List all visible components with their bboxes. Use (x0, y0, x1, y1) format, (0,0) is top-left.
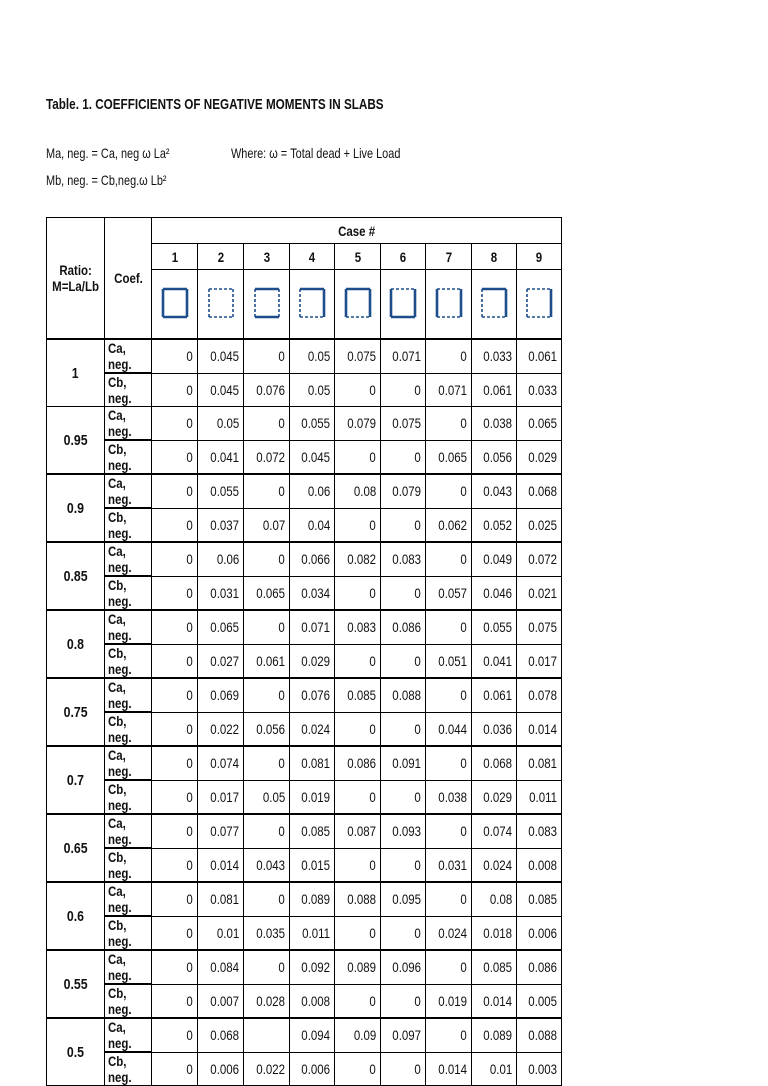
value-cell: 0.08 (335, 474, 381, 508)
value-cell: 0 (335, 373, 381, 407)
value-cell: 0 (152, 339, 198, 373)
table-row (47, 882, 562, 916)
value-cell: 0 (335, 644, 381, 678)
table-row (47, 984, 562, 1018)
value-cell: 0.049 (472, 542, 517, 576)
value-cell: 0.034 (290, 576, 335, 610)
value-cell: 0.045 (198, 339, 244, 373)
value-cell: 0 (426, 474, 472, 508)
value-cell: 0 (152, 882, 198, 916)
table-row (47, 848, 562, 882)
value-cell: 0.071 (426, 373, 472, 407)
value-cell: 0.084 (198, 950, 244, 984)
value-cell: 0.08 (472, 882, 517, 916)
value-cell: 0 (152, 644, 198, 678)
value-cell: 0.045 (290, 440, 335, 474)
value-cell: 0.003 (517, 1052, 562, 1086)
value-cell: 0.035 (244, 916, 290, 950)
value-cell: 0 (426, 746, 472, 780)
value-cell: 0.097 (381, 1018, 426, 1052)
value-cell: 0.061 (517, 339, 562, 373)
slab-edge-diagram-icon (206, 286, 236, 320)
value-cell: 0 (244, 950, 290, 984)
ratio-cell: 0.75 (47, 678, 105, 746)
value-cell: 0.061 (244, 644, 290, 678)
value-cell: 0.069 (198, 678, 244, 712)
value-cell: 0.086 (517, 950, 562, 984)
formula-mb: Mb, neg. = Cb,neg.ω Lb² (46, 172, 167, 188)
value-cell: 0.019 (290, 780, 335, 814)
value-cell: 0.089 (335, 950, 381, 984)
value-cell: 0 (426, 814, 472, 848)
value-cell: 0 (152, 984, 198, 1018)
value-cell: 0 (244, 407, 290, 441)
value-cell: 0 (152, 780, 198, 814)
value-cell: 0.06 (290, 474, 335, 508)
case-8-slab-diagram (472, 270, 517, 340)
value-cell: 0.085 (517, 882, 562, 916)
value-cell: 0.028 (244, 984, 290, 1018)
table-row (47, 916, 562, 950)
slab-edge-diagram-icon (252, 286, 282, 320)
value-cell: 0.095 (381, 882, 426, 916)
value-cell: 0 (152, 1018, 198, 1052)
value-cell: 0.088 (381, 678, 426, 712)
value-cell: 0 (152, 407, 198, 441)
table-row (47, 814, 562, 848)
value-cell: 0.029 (290, 644, 335, 678)
value-cell: 0 (381, 373, 426, 407)
value-cell: 0 (244, 678, 290, 712)
coef-label-cell: Cb, neg. (105, 916, 152, 950)
ratio-cell: 0.5 (47, 1018, 105, 1086)
ratio-cell: 0.7 (47, 746, 105, 814)
value-cell: 0.04 (290, 508, 335, 542)
coefficients-table (46, 217, 562, 1086)
value-cell: 0 (426, 407, 472, 441)
table-row (47, 610, 562, 644)
value-cell: 0 (335, 508, 381, 542)
formula-ma: Ma, neg. = Ca, neg ω La² (46, 145, 170, 161)
value-cell: 0.083 (517, 814, 562, 848)
value-cell: 0.076 (244, 373, 290, 407)
value-cell: 0.052 (472, 508, 517, 542)
case-number-5: 5 (335, 244, 381, 270)
value-cell: 0.081 (198, 882, 244, 916)
value-cell: 0 (152, 916, 198, 950)
value-cell: 0 (335, 440, 381, 474)
coef-label-cell: Ca, neg. (105, 882, 152, 916)
coef-label-cell: Cb, neg. (105, 780, 152, 814)
value-cell: 0.077 (198, 814, 244, 848)
coef-label-cell: Cb, neg. (105, 712, 152, 746)
value-cell: 0.093 (381, 814, 426, 848)
value-cell: 0 (152, 576, 198, 610)
value-cell: 0.085 (335, 678, 381, 712)
value-cell: 0 (244, 339, 290, 373)
value-cell: 0.056 (472, 440, 517, 474)
table-row (47, 780, 562, 814)
value-cell: 0.083 (335, 610, 381, 644)
table-row (47, 576, 562, 610)
value-cell: 0.091 (381, 746, 426, 780)
coef-label-cell: Ca, neg. (105, 950, 152, 984)
value-cell: 0 (426, 542, 472, 576)
value-cell: 0 (381, 712, 426, 746)
case-number-6: 6 (381, 244, 426, 270)
value-cell: 0.037 (198, 508, 244, 542)
ratio-cell: 0.95 (47, 407, 105, 475)
value-cell: 0 (335, 1052, 381, 1086)
value-cell: 0 (335, 916, 381, 950)
coef-label-cell: Cb, neg. (105, 984, 152, 1018)
value-cell: 0 (381, 1052, 426, 1086)
slab-edge-diagram-icon (479, 286, 509, 320)
coef-label-cell: Ca, neg. (105, 407, 152, 441)
coef-label-cell: Cb, neg. (105, 848, 152, 882)
value-cell: 0.038 (426, 780, 472, 814)
value-cell: 0 (381, 984, 426, 1018)
value-cell: 0 (381, 644, 426, 678)
value-cell: 0.085 (290, 814, 335, 848)
value-cell: 0.056 (244, 712, 290, 746)
value-cell: 0.081 (290, 746, 335, 780)
value-cell: 0.043 (244, 848, 290, 882)
value-cell: 0.021 (517, 576, 562, 610)
value-cell: 0.086 (335, 746, 381, 780)
value-cell: 0 (244, 610, 290, 644)
slab-edge-diagram-icon (160, 286, 190, 320)
value-cell: 0 (426, 1018, 472, 1052)
value-cell: 0 (381, 440, 426, 474)
table-row (47, 1052, 562, 1086)
table-row (47, 746, 562, 780)
value-cell: 0.088 (335, 882, 381, 916)
value-cell: 0.05 (244, 780, 290, 814)
value-cell: 0 (152, 542, 198, 576)
value-cell: 0 (335, 712, 381, 746)
case-1-slab-diagram (152, 270, 198, 340)
coef-label-cell: Cb, neg. (105, 644, 152, 678)
value-cell: 0.055 (290, 407, 335, 441)
value-cell: 0.044 (426, 712, 472, 746)
coef-label-cell: Ca, neg. (105, 678, 152, 712)
value-cell: 0.01 (472, 1052, 517, 1086)
value-cell: 0.062 (426, 508, 472, 542)
case-number-7: 7 (426, 244, 472, 270)
coef-label-cell: Cb, neg. (105, 508, 152, 542)
value-cell: 0.008 (290, 984, 335, 1018)
ratio-cell: 0.8 (47, 610, 105, 678)
value-cell: 0.05 (290, 373, 335, 407)
value-cell: 0.078 (517, 678, 562, 712)
value-cell: 0.075 (517, 610, 562, 644)
coef-label-cell: Ca, neg. (105, 542, 152, 576)
value-cell: 0.087 (335, 814, 381, 848)
slab-edge-diagram-icon (434, 286, 464, 320)
value-cell: 0.017 (517, 644, 562, 678)
value-cell: 0.065 (517, 407, 562, 441)
case-7-slab-diagram (426, 270, 472, 340)
coef-label-cell: Cb, neg. (105, 373, 152, 407)
coef-label-cell: Cb, neg. (105, 440, 152, 474)
ratio-cell: 0.6 (47, 882, 105, 950)
value-cell: 0 (335, 780, 381, 814)
table-row (47, 644, 562, 678)
value-cell: 0.01 (198, 916, 244, 950)
value-cell: 0.089 (290, 882, 335, 916)
value-cell: 0 (426, 610, 472, 644)
value-cell: 0.083 (381, 542, 426, 576)
value-cell: 0 (152, 746, 198, 780)
table-row (47, 712, 562, 746)
case-number-9: 9 (517, 244, 562, 270)
value-cell: 0.031 (426, 848, 472, 882)
value-cell: 0 (152, 814, 198, 848)
value-cell: 0.031 (198, 576, 244, 610)
coef-label-cell: Ca, neg. (105, 610, 152, 644)
value-cell: 0.071 (290, 610, 335, 644)
value-cell: 0 (152, 373, 198, 407)
value-cell: 0.072 (244, 440, 290, 474)
value-cell: 0.05 (290, 339, 335, 373)
value-cell: 0.072 (517, 542, 562, 576)
value-cell: 0 (426, 678, 472, 712)
value-cell: 0.05 (198, 407, 244, 441)
value-cell: 0.014 (426, 1052, 472, 1086)
value-cell: 0.066 (290, 542, 335, 576)
value-cell: 0.065 (198, 610, 244, 644)
value-cell: 0.027 (198, 644, 244, 678)
ratio-cell: 0.85 (47, 542, 105, 610)
ratio-cell: 0.65 (47, 814, 105, 882)
value-cell: 0.006 (198, 1052, 244, 1086)
value-cell: 0.041 (472, 644, 517, 678)
value-cell: 0.014 (198, 848, 244, 882)
value-cell: 0 (335, 576, 381, 610)
value-cell: 0.043 (472, 474, 517, 508)
value-cell: 0 (244, 882, 290, 916)
value-cell: 0.011 (290, 916, 335, 950)
coef-label-cell: Ca, neg. (105, 474, 152, 508)
value-cell: 0.079 (335, 407, 381, 441)
value-cell: 0.041 (198, 440, 244, 474)
value-cell: 0.019 (426, 984, 472, 1018)
value-cell: 0.088 (517, 1018, 562, 1052)
value-cell: 0.094 (290, 1018, 335, 1052)
value-cell: 0.014 (517, 712, 562, 746)
value-cell: 0.089 (472, 1018, 517, 1052)
table-row (47, 508, 562, 542)
value-cell: 0.022 (244, 1052, 290, 1086)
case-4-slab-diagram (290, 270, 335, 340)
value-cell: 0.006 (290, 1052, 335, 1086)
coef-label-cell: Cb, neg. (105, 1052, 152, 1086)
value-cell: 0 (381, 576, 426, 610)
coef-label-cell: Ca, neg. (105, 746, 152, 780)
value-cell: 0.057 (426, 576, 472, 610)
table-row (47, 474, 562, 508)
value-cell: 0.086 (381, 610, 426, 644)
value-cell: 0.085 (472, 950, 517, 984)
value-cell: 0 (426, 339, 472, 373)
value-cell: 0 (426, 950, 472, 984)
value-cell: 0.051 (426, 644, 472, 678)
value-cell: 0.075 (335, 339, 381, 373)
value-cell: 0 (244, 542, 290, 576)
value-cell: 0.011 (517, 780, 562, 814)
value-cell: 0 (381, 916, 426, 950)
slab-edge-diagram-icon (343, 286, 373, 320)
case-2-slab-diagram (198, 270, 244, 340)
table-row (47, 950, 562, 984)
case-9-slab-diagram (517, 270, 562, 340)
value-cell: 0.007 (198, 984, 244, 1018)
value-cell: 0.082 (335, 542, 381, 576)
value-cell: 0 (152, 440, 198, 474)
case-6-slab-diagram (381, 270, 426, 340)
value-cell: 0 (335, 984, 381, 1018)
ratio-cell: 1 (47, 339, 105, 407)
value-cell: 0.075 (381, 407, 426, 441)
coef-label-cell: Ca, neg. (105, 339, 152, 373)
value-cell: 0.068 (472, 746, 517, 780)
value-cell: 0.068 (517, 474, 562, 508)
case-number-8: 8 (472, 244, 517, 270)
value-cell: 0 (152, 848, 198, 882)
value-cell: 0.09 (335, 1018, 381, 1052)
value-cell: 0.045 (198, 373, 244, 407)
value-cell: 0 (381, 848, 426, 882)
ratio-cell: 0.55 (47, 950, 105, 1018)
value-cell: 0.005 (517, 984, 562, 1018)
value-cell: 0 (152, 474, 198, 508)
value-cell: 0.055 (198, 474, 244, 508)
value-cell: 0.092 (290, 950, 335, 984)
slab-edge-diagram-icon (297, 286, 327, 320)
value-cell: 0 (152, 1052, 198, 1086)
value-cell: 0.017 (198, 780, 244, 814)
formula-where: Where: ω = Total dead + Live Load (231, 145, 401, 161)
table-row (47, 339, 562, 373)
value-cell: 0.033 (517, 373, 562, 407)
value-cell: 0 (152, 712, 198, 746)
coef-label-cell: Ca, neg. (105, 1018, 152, 1052)
value-cell: 0.061 (472, 678, 517, 712)
value-cell: 0.029 (472, 780, 517, 814)
value-cell: 0.006 (517, 916, 562, 950)
value-cell: 0.038 (472, 407, 517, 441)
slab-edge-diagram-icon (524, 286, 554, 320)
table-row (47, 373, 562, 407)
value-cell: 0 (381, 780, 426, 814)
value-cell: 0 (152, 950, 198, 984)
value-cell: 0.096 (381, 950, 426, 984)
value-cell: 0 (381, 508, 426, 542)
value-cell: 0 (152, 508, 198, 542)
value-cell: 0.061 (472, 373, 517, 407)
case-number-2: 2 (198, 244, 244, 270)
value-cell: 0.024 (472, 848, 517, 882)
value-cell: 0.022 (198, 712, 244, 746)
coef-label-cell: Ca, neg. (105, 814, 152, 848)
value-cell: 0.046 (472, 576, 517, 610)
coef-header: Coef. (105, 218, 152, 340)
table-row (47, 542, 562, 576)
case-number-1: 1 (152, 244, 198, 270)
value-cell: 0.055 (472, 610, 517, 644)
value-cell: 0.029 (517, 440, 562, 474)
slab-edge-diagram-icon (388, 286, 418, 320)
value-cell: 0 (152, 678, 198, 712)
value-cell: 0.081 (517, 746, 562, 780)
value-cell: 0.024 (290, 712, 335, 746)
value-cell: 0 (244, 814, 290, 848)
table-row (47, 678, 562, 712)
case-3-slab-diagram (244, 270, 290, 340)
table-row (47, 407, 562, 441)
case-number-3: 3 (244, 244, 290, 270)
value-cell: 0.07 (244, 508, 290, 542)
value-cell: 0.018 (472, 916, 517, 950)
value-cell: 0 (244, 474, 290, 508)
value-cell: 0 (426, 882, 472, 916)
value-cell: 0.065 (426, 440, 472, 474)
table-row (47, 440, 562, 474)
value-cell: 0.008 (517, 848, 562, 882)
value-cell: 0.071 (381, 339, 426, 373)
ratio-header: Ratio: M=La/Lb (47, 218, 105, 340)
value-cell: 0.074 (472, 814, 517, 848)
value-cell: 0.014 (472, 984, 517, 1018)
case-number-4: 4 (290, 244, 335, 270)
value-cell: 0.065 (244, 576, 290, 610)
value-cell: 0 (152, 610, 198, 644)
value-cell (244, 1018, 290, 1052)
table-title: Table. 1. COEFFICIENTS OF NEGATIVE MOMENTS IN SLABS (46, 96, 384, 113)
value-cell: 0 (335, 848, 381, 882)
case-5-slab-diagram (335, 270, 381, 340)
value-cell: 0.074 (198, 746, 244, 780)
value-cell: 0.079 (381, 474, 426, 508)
case-header: Case # (152, 218, 562, 244)
value-cell: 0.076 (290, 678, 335, 712)
ratio-cell: 0.9 (47, 474, 105, 542)
value-cell: 0.024 (426, 916, 472, 950)
value-cell: 0.025 (517, 508, 562, 542)
coef-label-cell: Cb, neg. (105, 576, 152, 610)
value-cell: 0 (244, 746, 290, 780)
value-cell: 0.06 (198, 542, 244, 576)
value-cell: 0.036 (472, 712, 517, 746)
value-cell: 0.015 (290, 848, 335, 882)
value-cell: 0.068 (198, 1018, 244, 1052)
value-cell: 0.033 (472, 339, 517, 373)
table-row (47, 1018, 562, 1052)
